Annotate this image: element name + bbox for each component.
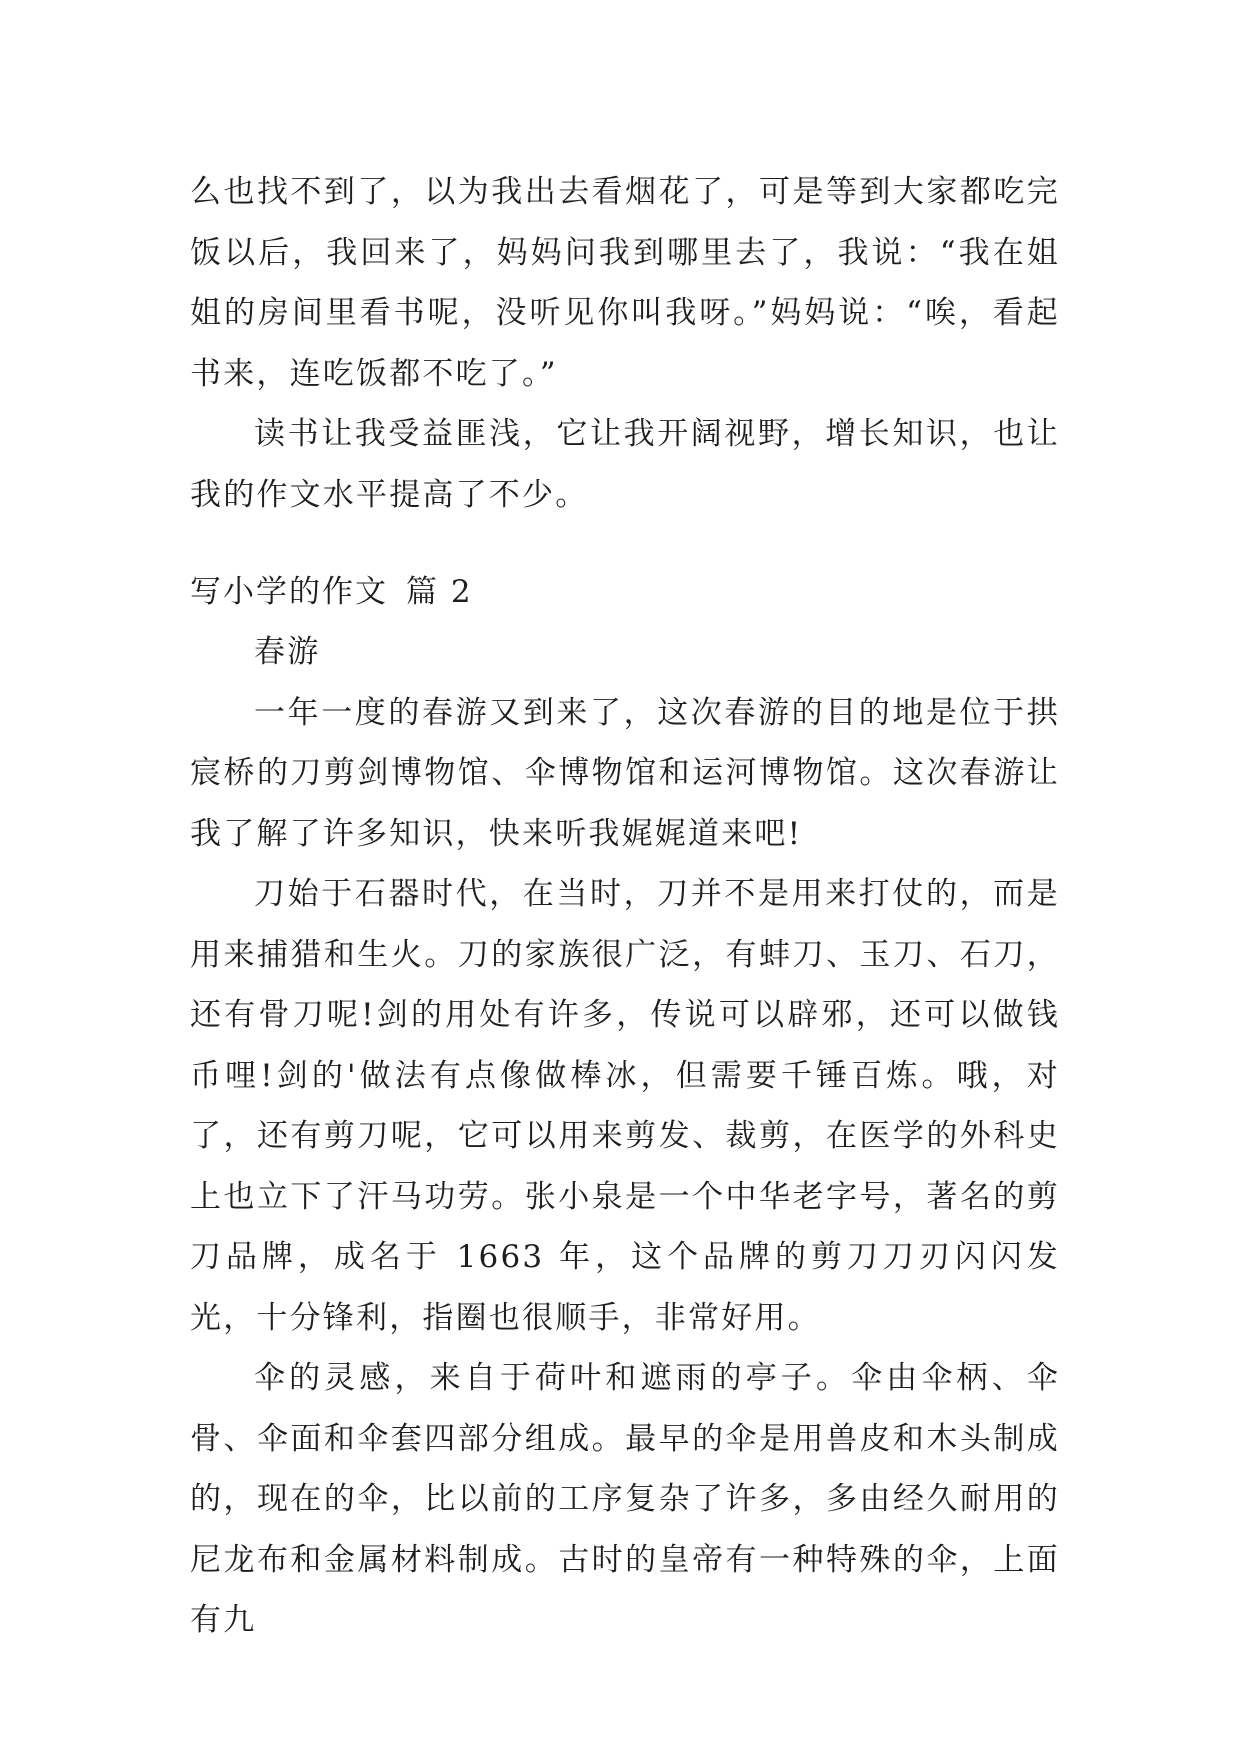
paragraph: 读书让我受益匪浅，它让我开阔视野，增长知识，也让我的作文水平提高了不少。 bbox=[190, 416, 1060, 513]
section-2-title-main: 写小学的作文 bbox=[190, 574, 388, 610]
paragraph: 么也找不到了，以为我出去看烟花了，可是等到大家都吃完饭以后，我回来了，妈妈问我到哪里去了，我说：“我在姐姐的房间里看书呢，没听见你叫我呀。”妈妈说：“唉，看起书来，连吃饭都不吃了。” bbox=[190, 174, 1060, 392]
section-2-title-suffix: 篇 2 bbox=[406, 574, 473, 610]
section-2-body bbox=[190, 622, 1060, 1651]
article-subtitle: 春游 bbox=[254, 634, 321, 670]
section-1-body bbox=[190, 162, 1060, 525]
section-2-title bbox=[190, 562, 473, 622]
paragraph: 刀始于石器时代，在当时，刀并不是用来打仗的，而是用来捕猎和生火。刀的家族很广泛，有蚌刀、玉刀、石刀，还有骨刀呢!剑的用处有许多，传说可以辟邪，还可以做钱币哩!剑的'做法有点像做棒冰，但需要千锤百炼。哦，对了，还有剪刀呢，它可以用来剪发、裁剪，在医学的外科史上也立下了汗马功劳。张小泉是一个中华老字号，著名的剪刀品牌，成名于 1663 年，这个品牌的剪刀刀刃闪闪发光，十分锋利，指圈也很顺手，非常好用。 bbox=[190, 876, 1060, 1336]
paragraph: 一年一度的春游又到来了，这次春游的目的地是位于拱宸桥的刀剪剑博物馆、伞博物馆和运河博物馆。这次春游让我了解了许多知识，快来听我娓娓道来吧! bbox=[190, 694, 1060, 852]
paragraph: 伞的灵感，来自于荷叶和遮雨的亭子。伞由伞柄、伞骨、伞面和伞套四部分组成。最早的伞是用兽皮和木头制成的，现在的伞，比以前的工序复杂了许多，多由经久耐用的尼龙布和金属材料制成。古时的皇帝有一种特殊的伞，上面有九 bbox=[190, 1360, 1060, 1638]
